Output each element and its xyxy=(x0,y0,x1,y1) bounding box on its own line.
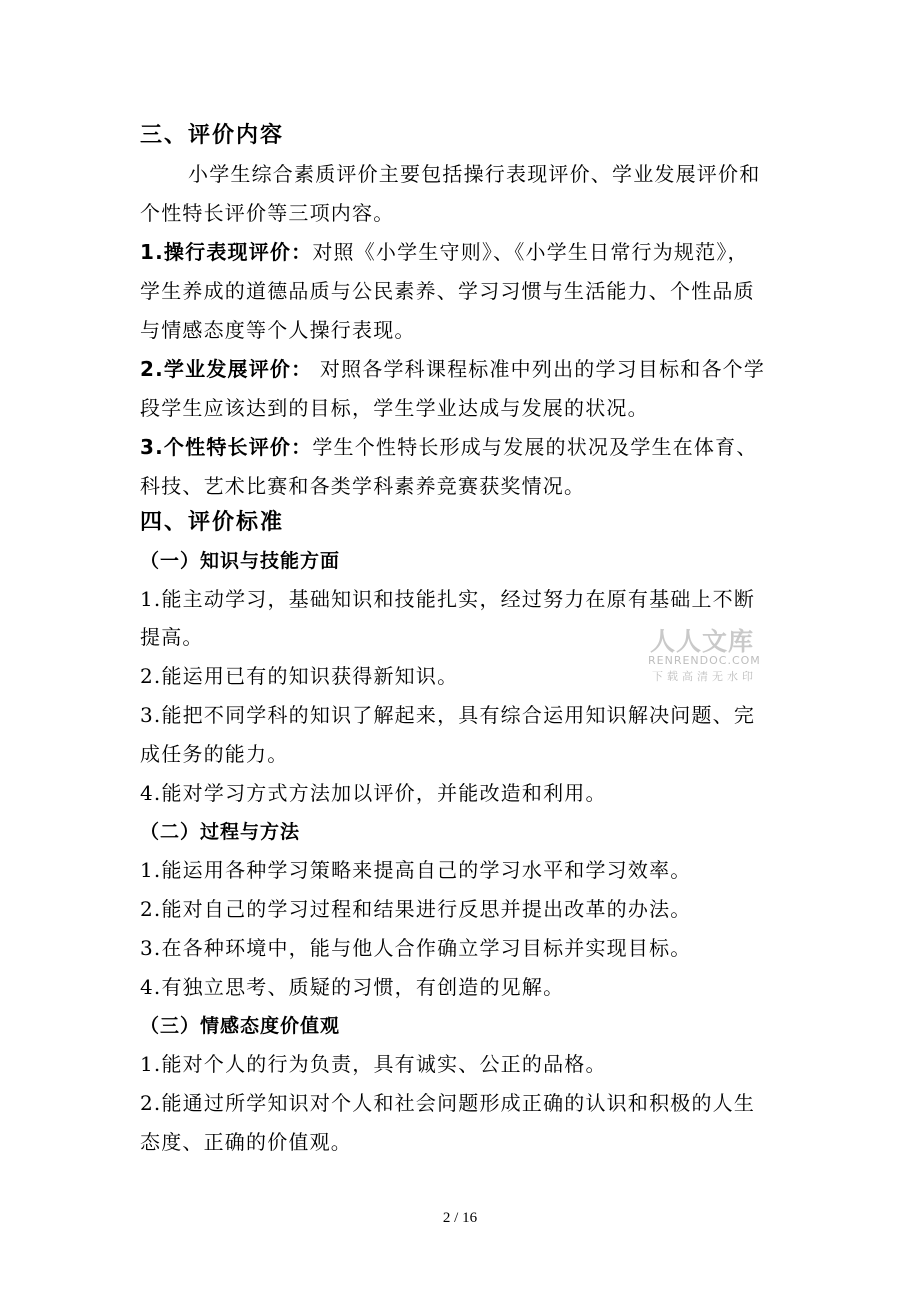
item-3-text: 学生个性特长形成与发展的状况及学生在体育、 xyxy=(312,435,758,459)
sub3-line-1: 1.能对个人的行为负责，具有诚实、公正的品格。 xyxy=(140,1052,607,1076)
sub1-line-6: 4.能对学习方式方法加以评价，并能改造和利用。 xyxy=(140,781,607,805)
sub1-line-3: 2.能运用已有的知识获得新知识。 xyxy=(140,664,459,688)
section-3-intro-line-1: 小学生综合素质评价主要包括操行表现评价、学业发展评价和 xyxy=(188,162,761,186)
item-2-label: 2.学业发展评价： xyxy=(140,357,313,381)
section-4-heading: 四、评价标准 xyxy=(140,510,285,535)
subsection-1-title: （一）知识与技能方面 xyxy=(140,550,341,572)
sub2-line-3: 3.在各种环境中，能与他人合作确立学习目标并实现目标。 xyxy=(140,936,692,960)
sub2-line-1: 1.能运用各种学习策略来提高自己的学习水平和学习效率。 xyxy=(140,858,692,882)
watermark-title: 人人文库 xyxy=(650,627,755,656)
renrendoc-watermark xyxy=(642,622,774,684)
watermark-subtitle: 下载高清无水印 xyxy=(652,670,757,683)
section-3-intro-line-2: 个性特长评价等三项内容。 xyxy=(140,201,395,225)
item-2-line-2: 段学生应该达到的目标，学生学业达成与发展的状况。 xyxy=(140,396,649,420)
sub2-line-2: 2.能对自己的学习过程和结果进行反思并提出改革的办法。 xyxy=(140,897,692,921)
sub1-line-2: 提高。 xyxy=(140,625,204,649)
subsection-2-title: （二）过程与方法 xyxy=(140,821,301,843)
item-1-line-3: 与情感态度等个人操行表现。 xyxy=(140,318,416,342)
sub3-line-2: 2.能通过所学知识对个人和社会问题形成正确的认识和积极的人生 xyxy=(140,1091,756,1115)
item-1-line-2: 学生养成的道德品质与公民素养、学习习惯与生活能力、个性品质 xyxy=(140,279,755,303)
section-3-heading: 三、评价内容 xyxy=(140,123,285,148)
sub1-line-4: 3.能把不同学科的知识了解起来，具有综合运用知识解决问题、完 xyxy=(140,703,756,727)
item-3-line-2: 科技、艺术比赛和各类学科素养竞赛获奖情况。 xyxy=(140,474,586,498)
sub3-line-3: 态度、正确的价值观。 xyxy=(140,1130,352,1154)
item-3-line-1 xyxy=(140,433,790,461)
item-1-line-1 xyxy=(140,238,790,266)
page-number: 2 / 16 xyxy=(442,1210,478,1226)
item-1-text: 对照《小学生守则》、《小学生日常行为规范》， xyxy=(312,240,749,264)
item-2-text: 对照各学科课程标准中列出的学习目标和各个学 xyxy=(312,357,766,381)
sub2-line-4: 4.有独立思考、质疑的习惯，有创造的见解。 xyxy=(140,975,565,999)
subsection-3-title: （三）情感态度价值观 xyxy=(140,1015,341,1037)
item-2-line-1 xyxy=(140,355,790,383)
item-3-label: 3.个性特长评价： xyxy=(140,435,313,459)
sub1-line-1: 1.能主动学习，基础知识和技能扎实，经过努力在原有基础上不断 xyxy=(140,587,756,611)
item-1-label: 1.操行表现评价： xyxy=(140,240,313,264)
watermark-url: RENRENDOC.COM xyxy=(648,654,761,667)
sub1-line-5: 成任务的能力。 xyxy=(140,742,289,766)
